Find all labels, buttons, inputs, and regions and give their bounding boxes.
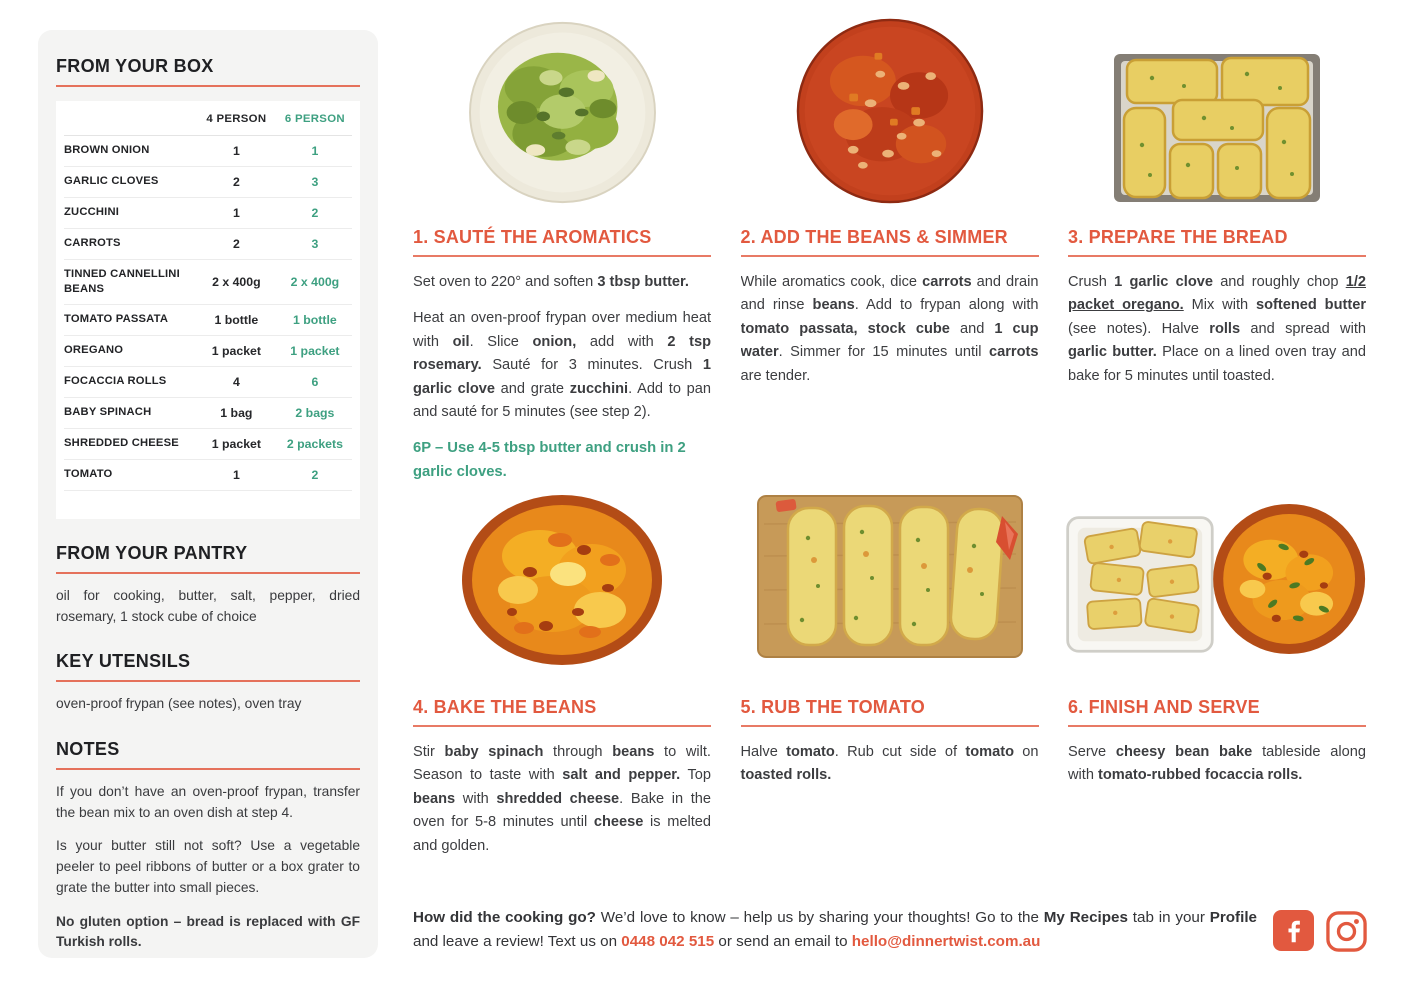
ingredient-name: BABY SPINACH (64, 406, 152, 419)
utensils-section (56, 651, 360, 715)
pantry-section (56, 543, 360, 627)
steps-grid (413, 0, 1366, 858)
notes-text (56, 782, 360, 953)
step-6 (1068, 680, 1366, 858)
divider (56, 572, 360, 574)
step-3-title: 3. PREPARE THE BREAD (1068, 227, 1288, 247)
note-paragraph: No gluten option – bread is replaced with GF Turkish rolls. (56, 913, 360, 950)
step-1-title: 1. SAUTÉ THE AROMATICS (413, 227, 652, 247)
step-4 (413, 680, 711, 858)
bean-stew-photo (795, 18, 985, 205)
col-6-person: 6 PERSON (284, 113, 345, 125)
ingredient-qty6: 1 bottle (293, 313, 337, 327)
step-6-title: 6. FINISH AND SERVE (1068, 697, 1260, 717)
ingredient-name: TOMATO (64, 468, 113, 481)
step-5-text: Halve tomato. Rub cut side of tomato on toasted rolls. (740, 744, 1039, 784)
ingredients-table-header (64, 103, 352, 136)
divider (56, 680, 360, 682)
pantry-text: oil for cooking, butter, salt, pepper, dried rosemary, 1 stock cube of choice (56, 588, 360, 624)
step-1 (413, 218, 711, 494)
ingredient-name: TINNED CANNELLINI BEANS (64, 267, 180, 295)
step-2-title: 2. ADD THE BEANS & SIMMER (740, 227, 1008, 247)
ingredient-name: OREGANO (64, 344, 124, 357)
divider (1068, 255, 1366, 257)
ingredient-qty4: 1 packet (211, 437, 261, 451)
from-your-box-title: FROM YOUR BOX (56, 56, 214, 76)
ingredient-qty4: 1 (232, 468, 240, 482)
step-3-text: Crush 1 garlic clove and roughly chop 1/2 packet oregano. Mix with softened butter (see notes). Halve rolls and spread with garlic butter. Place on a lined oven tray and bake for 5 minutes until toasted. (1068, 274, 1366, 384)
divider (413, 725, 711, 727)
ingredient-qty6: 2 (311, 206, 319, 220)
step-4-title: 4. BAKE THE BEANS (413, 697, 597, 717)
step-1-text: Set oven to 220° and soften 3 tbsp butter. (413, 274, 689, 290)
col-4-person: 4 PERSON (206, 113, 267, 125)
sidebar (38, 30, 378, 958)
cheese-bake-photo (460, 494, 665, 666)
ingredient-row (64, 136, 352, 167)
ingredients-table (56, 101, 360, 519)
step-1-photo (413, 0, 711, 218)
facebook-icon[interactable] (1273, 910, 1314, 951)
ingredient-name: GARLIC CLOVES (64, 175, 159, 188)
ingredient-qty4: 2 (232, 175, 240, 189)
divider (1068, 725, 1366, 727)
step-1-6p-note: 6P – Use 4-5 tbsp butter and crush in 2 garlic cloves. (413, 440, 686, 480)
ingredient-qty6: 1 (311, 144, 319, 158)
ingredient-qty4: 1 (232, 144, 240, 158)
notes-title: NOTES (56, 739, 120, 760)
garlic-bread-tray-photo (1112, 50, 1322, 205)
ingredient-qty6: 2 packets (286, 437, 343, 451)
ingredient-row (64, 167, 352, 198)
ingredient-qty4: 2 (232, 237, 240, 251)
ingredient-name: SHREDDED CHEESE (64, 437, 179, 450)
ingredient-row (64, 305, 352, 336)
ingredient-row (64, 229, 352, 260)
note-paragraph: Is your butter still not soft? Use a vegetable peeler to peel ribbons of butter or a box grater to grate the butter into small pieces. (56, 838, 360, 895)
ingredient-qty6: 2 (311, 468, 319, 482)
note-paragraph: If you don’t have an oven-proof frypan, transfer the bean mix to an oven dish at step 4. (56, 784, 360, 820)
ingredient-qty6: 1 packet (290, 344, 340, 358)
step-5-title: 5. RUB THE TOMATO (740, 697, 925, 717)
ingredient-name: BROWN ONION (64, 144, 150, 157)
ingredient-name: ZUCCHINI (64, 206, 120, 219)
ingredient-qty4: 2 x 400g (212, 275, 261, 289)
rolls-on-board-photo (756, 494, 1024, 659)
sauteed-zucchini-photo (466, 20, 659, 205)
social-links (1273, 910, 1366, 951)
divider (56, 768, 360, 770)
ingredient-qty6: 2 x 400g (290, 275, 340, 289)
ingredient-qty4: 1 bag (220, 406, 253, 420)
step-6-photo (1068, 494, 1366, 680)
ingredient-row (64, 460, 352, 491)
step-1-text: Heat an oven-proof frypan over medium heat with oil. Slice onion, add with 2 tsp rosemary. Sauté for 3 minutes. Crush 1 garlic clove and grate zucchini. Add to pan and sauté for 5 minutes (see step 2). (413, 310, 711, 421)
footer (413, 906, 1366, 954)
step-5 (741, 680, 1039, 858)
divider (56, 85, 360, 87)
step-6-text: Serve cheesy bean bake tableside along with tomato-rubbed focaccia rolls. (1068, 744, 1366, 784)
finish-serve-photo (1064, 494, 1366, 664)
ingredient-name: TOMATO PASSATA (64, 313, 169, 326)
step-4-text: Stir baby spinach through beans to wilt. Season to taste with salt and pepper. Top beans with shredded cheese. Bake in the oven for 5-8 minutes until cheese is melted and golden. (413, 744, 712, 854)
ingredient-qty6: 2 bags (295, 406, 335, 420)
utensils-text: oven-proof frypan (see notes), oven tray (56, 696, 302, 712)
instagram-icon[interactable] (1325, 910, 1366, 951)
ingredient-name: FOCACCIA ROLLS (64, 375, 167, 388)
ingredient-qty6: 3 (311, 237, 319, 251)
utensils-title: KEY UTENSILS (56, 651, 191, 672)
ingredient-row (64, 260, 352, 305)
ingredient-qty4: 1 bottle (214, 313, 259, 327)
divider (413, 255, 711, 257)
ingredient-row (64, 398, 352, 429)
notes-section (56, 739, 360, 953)
ingredient-name: CARROTS (64, 237, 121, 250)
step-4-photo (413, 494, 711, 680)
step-2-text: While aromatics cook, dice carrots and drain and rinse beans. Add to frypan along with tomato passata, stock cube and 1 cup water. Simmer for 15 minutes until carrots are tender. (740, 274, 1039, 384)
ingredient-qty6: 6 (311, 375, 319, 389)
ingredient-qty4: 1 packet (211, 344, 261, 358)
divider (741, 725, 1039, 727)
ingredient-row (64, 429, 352, 460)
step-3 (1068, 218, 1366, 494)
ingredient-row (64, 367, 352, 398)
ingredient-qty4: 1 (232, 206, 240, 220)
step-3-photo (1068, 0, 1366, 218)
step-5-photo (741, 494, 1039, 680)
divider (741, 255, 1039, 257)
feedback-text: How did the cooking go? We’d love to know – help us by sharing your thoughts! Go to the My Recipes tab in your Profile and leave a review! Text us on 0448 042 515 or send an email to hello@dinnertwist.com.au (413, 909, 1257, 950)
ingredient-row (64, 198, 352, 229)
ingredient-qty6: 3 (311, 175, 319, 189)
ingredient-row (64, 336, 352, 367)
step-2-photo (741, 0, 1039, 218)
step-2 (741, 218, 1039, 494)
ingredient-qty4: 4 (232, 375, 240, 389)
pantry-title: FROM YOUR PANTRY (56, 543, 248, 563)
